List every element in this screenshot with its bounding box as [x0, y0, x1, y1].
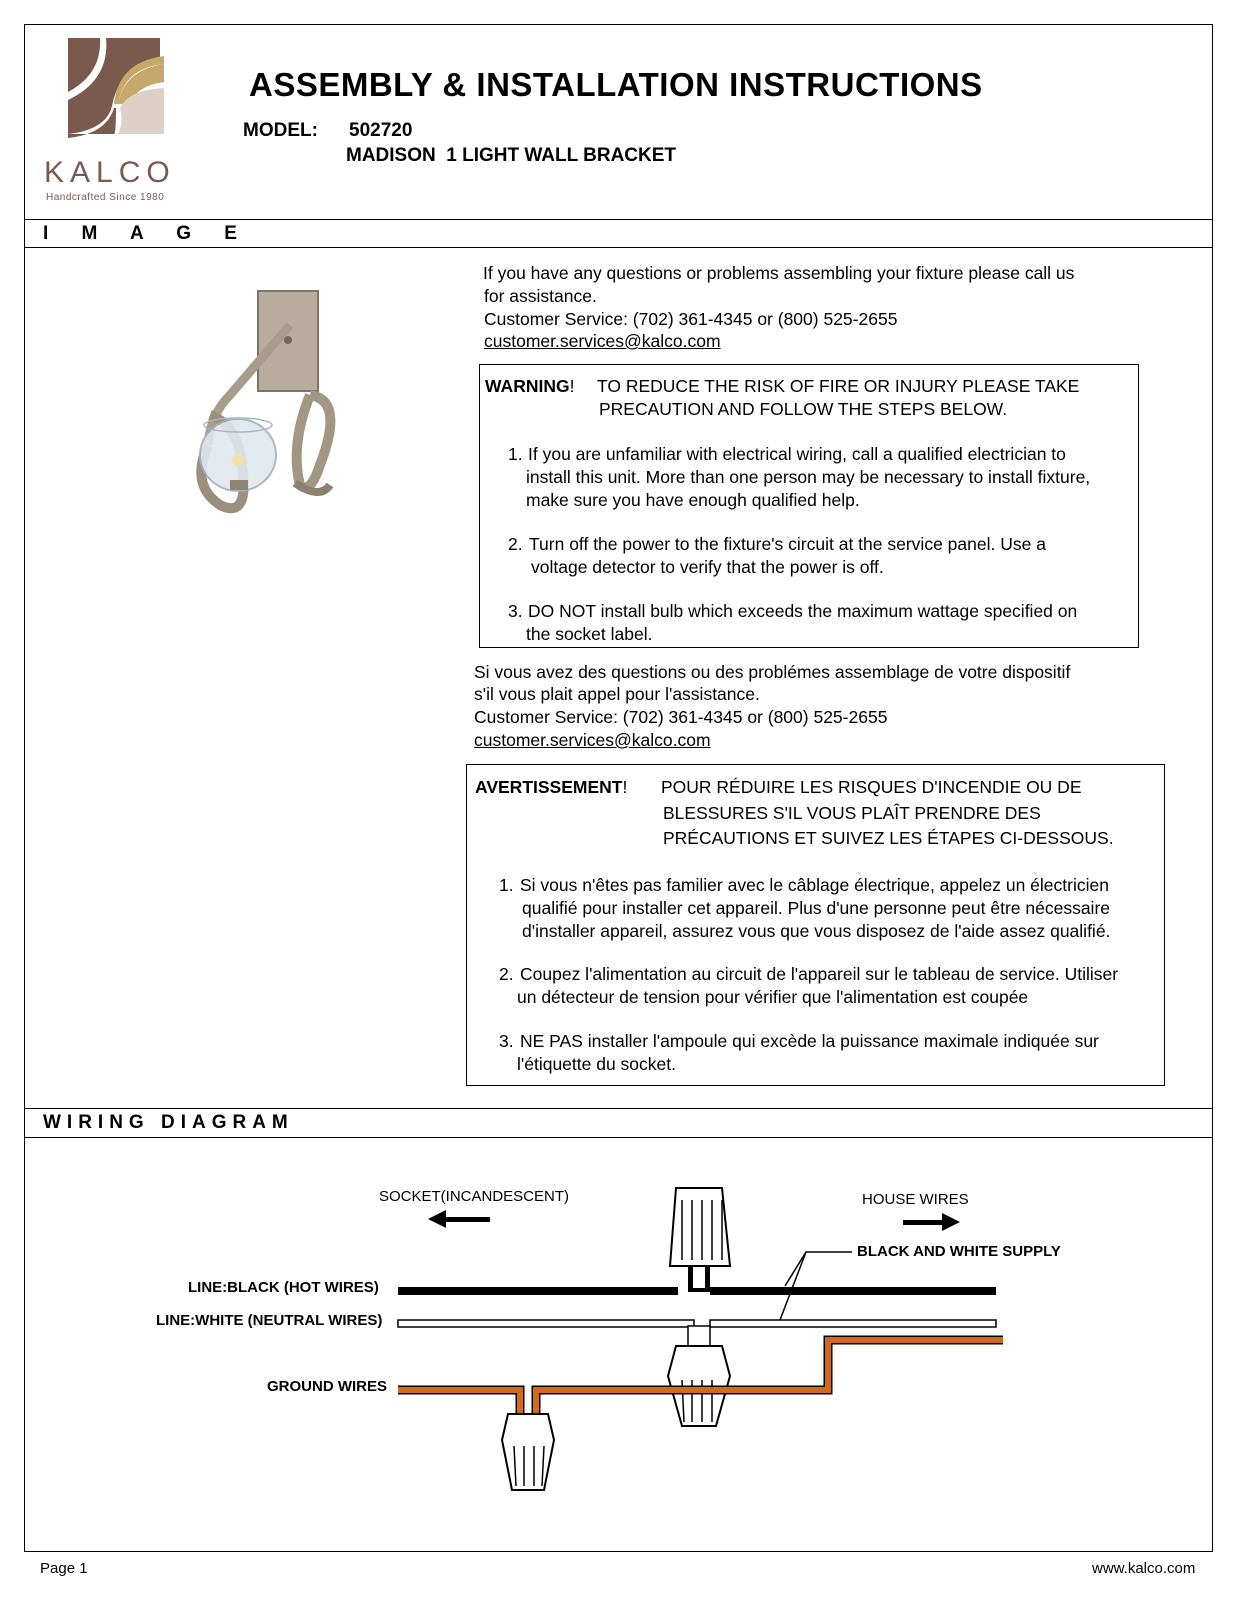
arrow-right-icon — [903, 1213, 960, 1231]
avertissement-item-line: qualifié pour installer cet appareil. Plus d'une personne peut être nécessaire — [522, 898, 1111, 918]
avertissement-item-line: Si vous n'êtes pas familier avec le câblage électrique, appelez un électricien — [520, 875, 1109, 895]
divider — [24, 1137, 1213, 1138]
warning-item-line: If you are unfamiliar with electrical wiring, call a qualified electrician to — [528, 444, 1066, 464]
product-image — [170, 285, 350, 525]
page-title: ASSEMBLY & INSTALLATION INSTRUCTIONS — [249, 66, 983, 103]
contact-en-line1: If you have any questions or problems assembling your fixture please call us — [483, 263, 1075, 283]
brand-name: KALCO — [44, 156, 176, 189]
avertissement-heading-line2: BLESSURES S'IL VOUS PLAÎT PRENDRE DES — [663, 803, 1041, 823]
kalco-logo-mark — [40, 34, 200, 154]
avertissement-item-num: 2. — [499, 964, 514, 984]
warning-heading-line1: TO REDUCE THE RISK OF FIRE OR INJURY PLEASE TAKE — [597, 376, 1080, 396]
warning-box-en — [479, 364, 1139, 648]
supply-label: BLACK AND WHITE SUPPLY — [857, 1243, 1061, 1260]
white-wire-label: LINE:WHITE (NEUTRAL WIRES) — [156, 1312, 383, 1329]
avertissement-item-num: 1. — [499, 875, 514, 895]
model-number: 502720 — [349, 120, 413, 141]
warning-item-line: make sure you have enough qualified help. — [526, 490, 860, 510]
warning-bang: ! — [569, 376, 575, 396]
warning-item-num: 2. — [508, 534, 523, 554]
model-name: MADISON 1 LIGHT WALL BRACKET — [346, 145, 677, 166]
contact-fr-line1: Si vous avez des questions ou des problémes assemblage de votre dispositif — [474, 662, 1071, 682]
avertissement-heading-line3: PRÉCAUTIONS ET SUIVEZ LES ÉTAPES CI-DESSOUS. — [663, 828, 1114, 848]
black-wire-label: LINE:BLACK (HOT WIRES) — [188, 1279, 379, 1296]
warning-item-line: voltage detector to verify that the power is off. — [531, 557, 884, 577]
arrow-left-icon — [428, 1210, 490, 1228]
model-label: MODEL: — [243, 120, 318, 141]
warning-item-line: install this unit. More than one person may be necessary to install fixture, — [526, 467, 1091, 487]
warning-item-num: 1. — [508, 444, 523, 464]
section-wiring-label: WIRING DIAGRAM — [43, 1112, 294, 1133]
socket-label: SOCKET(INCANDESCENT) — [379, 1188, 570, 1205]
website-link[interactable]: www.kalco.com — [1092, 1560, 1196, 1577]
divider — [24, 247, 1213, 248]
divider — [24, 219, 1213, 220]
brand-tagline: Handcrafted Since 1980 — [46, 192, 165, 203]
contact-fr-line2: s'il vous plait appel pour l'assistance. — [474, 684, 760, 704]
wire-nut-middle-icon — [668, 1326, 730, 1426]
contact-en-line2: for assistance. — [484, 286, 597, 306]
warning-item-line: DO NOT install bulb which exceeds the maximum wattage specified on — [528, 601, 1078, 621]
warning-box-fr — [466, 764, 1165, 1086]
wire-nut-ground-icon — [502, 1414, 554, 1490]
warning-item-line: Turn off the power to the fixture's circuit at the service panel. Use a — [529, 534, 1046, 554]
avertissement-item-line: Coupez l'alimentation au circuit de l'appareil sur le tableau de service. Utiliser — [520, 964, 1119, 984]
black-wire-left — [398, 1287, 678, 1295]
avertissement-heading-line1: POUR RÉDUIRE LES RISQUES D'INCENDIE OU DE — [661, 777, 1082, 797]
black-wire-right — [710, 1287, 996, 1295]
warning-label: WARNING — [485, 376, 570, 396]
ground-wire-right — [536, 1340, 1003, 1418]
warning-item-num: 3. — [508, 601, 523, 621]
avertissement-item-line: d'installer appareil, assurez vous que vous disposez de l'aide assez qualifié. — [522, 921, 1111, 941]
avertissement-item-num: 3. — [499, 1031, 514, 1051]
kalco-logo — [40, 34, 200, 209]
divider — [24, 1108, 1213, 1109]
wire-nut-top-icon — [670, 1188, 730, 1292]
page-number: Page 1 — [40, 1560, 88, 1577]
contact-en-email-link[interactable]: customer.services@kalco.com — [484, 331, 721, 351]
section-image-label: I M A G E — [43, 223, 251, 244]
contact-fr-email-link[interactable]: customer.services@kalco.com — [474, 730, 711, 750]
supply-leader-line — [780, 1252, 806, 1320]
warning-heading-line2: PRECAUTION AND FOLLOW THE STEPS BELOW. — [599, 399, 1008, 419]
white-wire-right — [710, 1320, 996, 1327]
avertissement-label: AVERTISSEMENT — [475, 777, 623, 797]
contact-fr-phone: Customer Service: (702) 361-4345 or (800) 525-2655 — [474, 707, 888, 727]
avertissement-bang: ! — [622, 777, 628, 797]
wall-bracket-illustration — [170, 285, 350, 525]
avertissement-item-line: l'étiquette du socket. — [517, 1054, 676, 1074]
house-wires-label: HOUSE WIRES — [862, 1191, 969, 1208]
contact-en-phone: Customer Service: (702) 361-4345 or (800) 525-2655 — [484, 309, 898, 329]
warning-item-line: the socket label. — [526, 624, 653, 644]
ground-wire-label: GROUND WIRES — [267, 1378, 387, 1395]
white-wire-left — [398, 1320, 694, 1327]
avertissement-item-line: un détecteur de tension pour vérifier que l'alimentation est coupée — [517, 987, 1029, 1007]
avertissement-item-line: NE PAS installer l'ampoule qui excède la puissance maximale indiquée sur — [520, 1031, 1099, 1051]
